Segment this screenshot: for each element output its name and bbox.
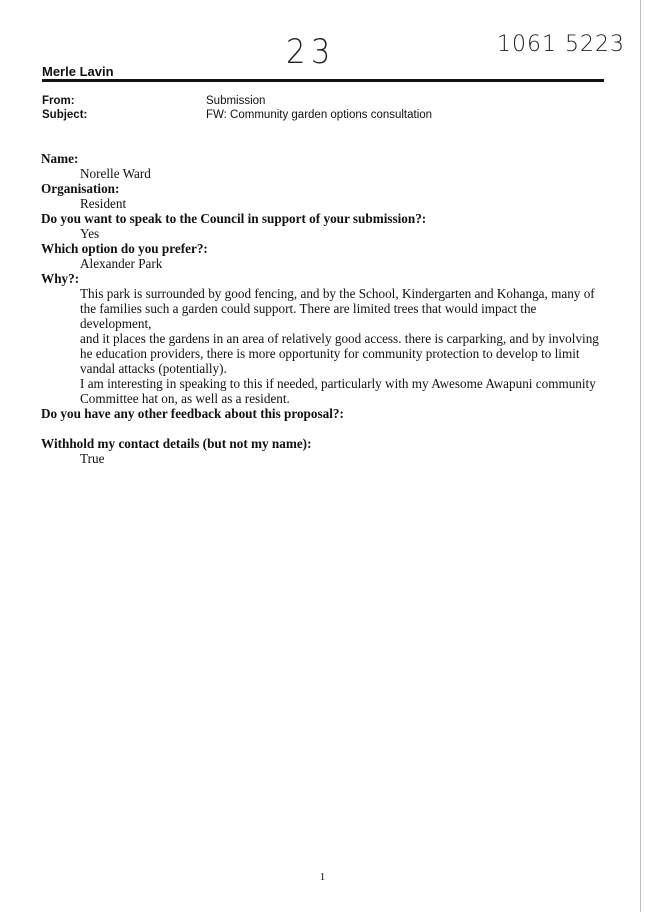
option-question: Which option do you prefer?: xyxy=(41,241,208,256)
why-answer-line: the families such a garden could support. There are limited trees that would impact the development, xyxy=(80,301,537,331)
speak-answer: Yes xyxy=(80,226,100,241)
feedback-question: Do you have any other feedback about this proposal?: xyxy=(41,406,344,421)
scan-edge-line xyxy=(640,0,641,912)
why-answer-line: he education providers, there is more opportunity for community protection to develop to limit xyxy=(80,346,580,361)
why-question: Why?: xyxy=(41,271,80,286)
subject-value: FW: Community garden options consultation xyxy=(206,109,433,121)
why-answer-line: I am interesting in speaking to this if needed, particularly with my Awesome Awapuni community xyxy=(80,376,596,391)
organisation-answer: Resident xyxy=(80,196,127,211)
organisation-question: Organisation: xyxy=(41,181,120,196)
handwritten-submission-number: 23 xyxy=(286,32,336,72)
withhold-answer: True xyxy=(80,451,105,466)
sender-name: Merle Lavin xyxy=(42,64,114,79)
name-question: Name: xyxy=(41,151,79,166)
page-number: 1 xyxy=(319,871,326,883)
header-rule xyxy=(42,79,604,82)
speak-question: Do you want to speak to the Council in support of your submission?: xyxy=(41,211,427,226)
subject-label: Subject: xyxy=(42,109,88,121)
why-answer-line: This park is surrounded by good fencing, and by the School, Kindergarten and Kohanga, many of xyxy=(80,286,595,301)
option-answer: Alexander Park xyxy=(80,256,163,271)
handwritten-reference-number: 1061 5223 xyxy=(497,32,625,57)
why-answer-line: vandal attacks (potentially). xyxy=(80,361,227,376)
submission-form-body xyxy=(41,151,611,466)
name-answer: Norelle Ward xyxy=(80,166,151,181)
why-answer-line: Committee hat on, as well as a resident. xyxy=(80,391,290,406)
why-answer-line: and it places the gardens in an area of relatively good access. there is carparking, and by involving xyxy=(80,331,599,346)
withhold-question: Withhold my contact details (but not my name): xyxy=(41,436,312,451)
feedback-answer-empty xyxy=(41,421,611,436)
from-value: Submission xyxy=(206,95,266,107)
from-label: From: xyxy=(42,95,75,107)
